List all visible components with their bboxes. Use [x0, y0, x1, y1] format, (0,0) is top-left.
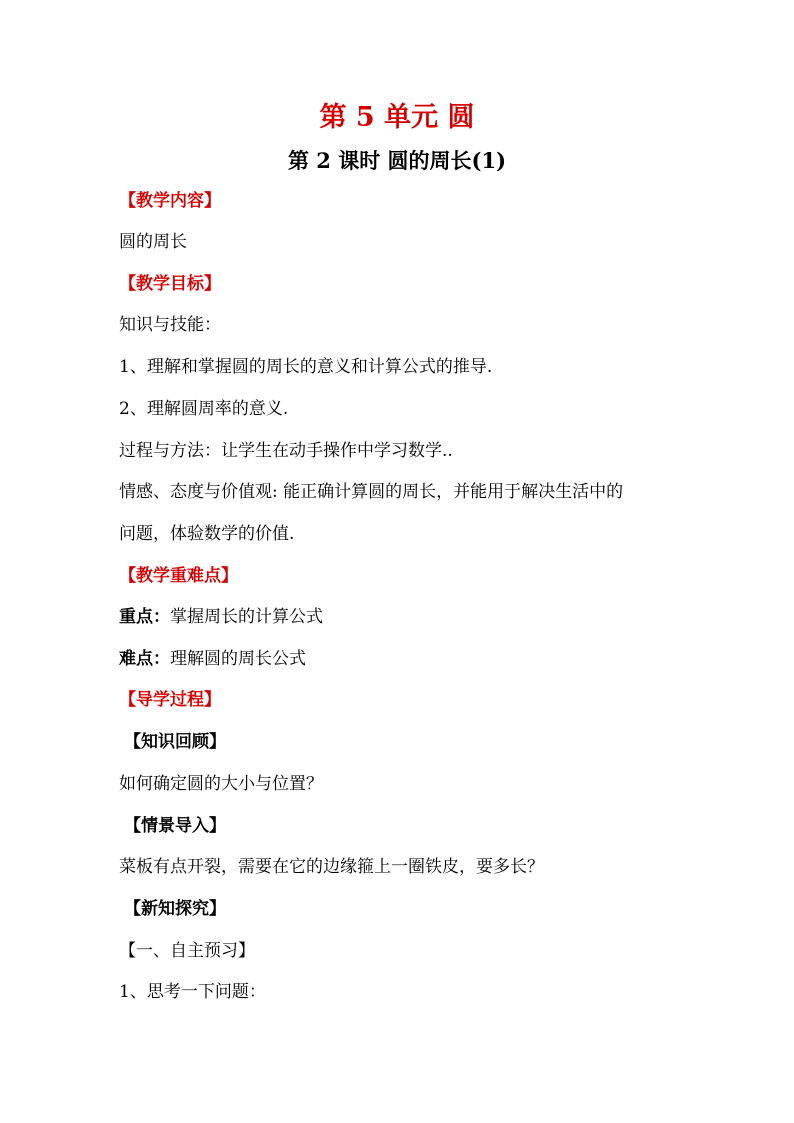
section-heading-goals: 【教学目标】 — [119, 274, 221, 294]
review-text: 如何确定圆的大小与位置？ — [119, 774, 323, 794]
section-heading-content: 【教学内容】 — [119, 191, 221, 211]
subheading-scene: 【情景导入】 — [124, 816, 226, 836]
goals-item-1: 1、理解和掌握圆的周长的意义和计算公式的推导. — [119, 357, 493, 377]
think-text: 1、思考一下问题： — [119, 982, 266, 1002]
goals-emotion-line-1: 情感、态度与价值观: 能正确计算圆的周长，并能用于解决生活中的 — [119, 482, 624, 502]
goals-emotion-line-2: 问题，体验数学的价值. — [119, 524, 295, 544]
goals-process: 过程与方法：让学生在动手操作中学习数学.. — [119, 441, 453, 461]
subheading-review: 【知识回顾】 — [124, 732, 226, 752]
section-heading-guide: 【导学过程】 — [119, 690, 221, 710]
keypoint-row — [119, 606, 323, 628]
document-title: 第 5 单元 圆 — [319, 102, 475, 133]
subheading-explore: 【新知探究】 — [124, 899, 226, 919]
content-text: 圆的周长 — [119, 232, 187, 252]
subheading-preview: 【一、自主预习】 — [119, 941, 255, 961]
goals-knowledge-label: 知识与技能： — [119, 315, 221, 335]
document-subtitle: 第 2 课时 圆的周长(1) — [287, 148, 507, 173]
difficult-label: 难点： — [119, 649, 170, 669]
section-heading-keypoints: 【教学重难点】 — [119, 566, 238, 586]
scene-text: 菜板有点开裂，需要在它的边缘箍上一圈铁皮，要多长？ — [119, 857, 544, 877]
key-text: 掌握周长的计算公式 — [170, 607, 323, 627]
difficult-row — [119, 648, 306, 670]
goals-item-2: 2、理解圆周率的意义. — [119, 399, 289, 419]
difficult-text: 理解圆的周长公式 — [170, 649, 306, 669]
key-label: 重点： — [119, 607, 170, 627]
